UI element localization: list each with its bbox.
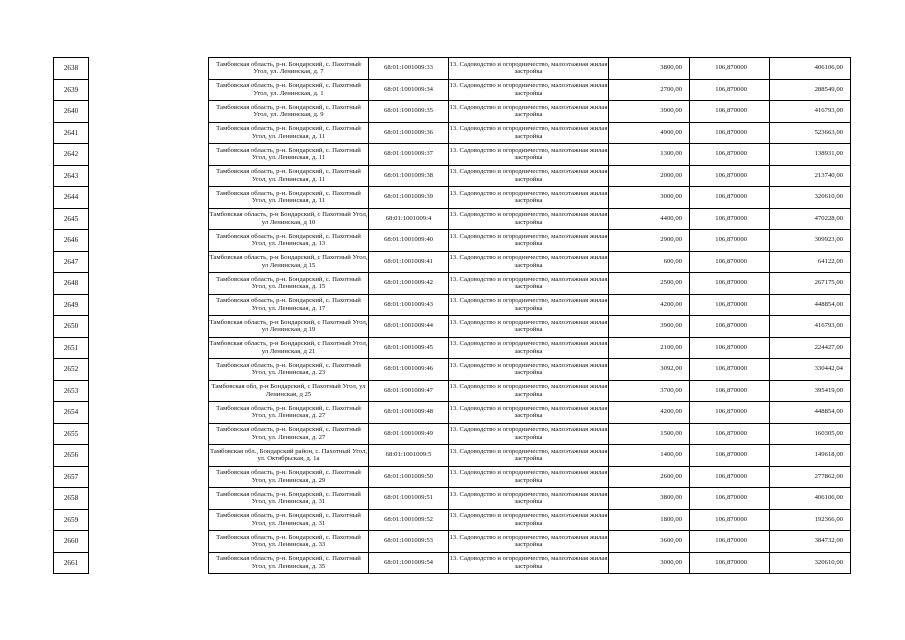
specific-value-cell: 106,870000 [690, 144, 770, 166]
cadastral-value-cell: 470228,00 [770, 208, 851, 230]
cadastral-number-cell: 68:01:1001009:45 [369, 337, 449, 359]
cadastral-value-cell: 192366,00 [770, 509, 851, 531]
area-cell: 3800,00 [609, 488, 690, 510]
address-cell: Тамбовская область, р-н. Бондарский, с. Пахотный Угол, ул. Ленинская, д. 33 [209, 531, 369, 553]
specific-value-cell: 106,870000 [690, 466, 770, 488]
cadastral-value-cell: 224427,00 [770, 337, 851, 359]
row-number: 2652 [54, 359, 89, 381]
address-cell: Тамбовская область, р-н. Бондарский, с. Пахотный Угол, ул. Ленинская, д. 15 [209, 273, 369, 295]
row-number: 2647 [54, 251, 89, 273]
land-use-cell: 13. Садоводство и огородничество, малоэтажная жилая застройка [449, 230, 609, 252]
address-cell: Тамбовская область, р-н. Бондарский, с. Пахотный Угол, ул. Ленинская, д. 7 [209, 58, 369, 80]
cadastral-value-cell: 330442,04 [770, 359, 851, 381]
address-cell: Тамбовская область, р-н Бондарский, с Пахотный Угол, ул Ленинская, д 19 [209, 316, 369, 338]
land-use-cell: 13. Садоводство и огородничество, малоэтажная жилая застройка [449, 58, 609, 80]
table-row [209, 488, 851, 510]
address-cell: Тамбовская область, р-н Бондарский, с Пахотный Угол, ул Ленинская, д 15 [209, 251, 369, 273]
specific-value-cell: 106,870000 [690, 208, 770, 230]
area-cell: 1400,00 [609, 445, 690, 467]
cadastral-value-cell: 277862,00 [770, 466, 851, 488]
specific-value-cell: 106,870000 [690, 380, 770, 402]
cadastral-number-cell: 68:01:1001009:41 [369, 251, 449, 273]
address-cell: Тамбовская область, р-н. Бондарский, с. Пахотный Угол, ул. Ленинская, д. 31 [209, 509, 369, 531]
row-number-row [54, 273, 89, 295]
row-number: 2654 [54, 402, 89, 424]
row-number: 2651 [54, 337, 89, 359]
row-number: 2656 [54, 445, 89, 467]
cadastral-number-cell: 68:01:1001009:35 [369, 101, 449, 123]
cadastral-number-cell: 68:01:1001009:5 [369, 445, 449, 467]
area-cell: 3000,00 [609, 187, 690, 209]
cadastral-value-cell: 267175,00 [770, 273, 851, 295]
specific-value-cell: 106,870000 [690, 273, 770, 295]
row-number-column [53, 57, 89, 574]
specific-value-cell: 106,870000 [690, 79, 770, 101]
row-number: 2642 [54, 144, 89, 166]
land-use-cell: 13. Садоводство и огородничество, малоэтажная жилая застройка [449, 488, 609, 510]
area-cell: 2100,00 [609, 337, 690, 359]
table-row [209, 165, 851, 187]
row-number-row [54, 337, 89, 359]
area-cell: 600,00 [609, 251, 690, 273]
specific-value-cell: 106,870000 [690, 509, 770, 531]
address-cell: Тамбовская область, р-н. Бондарский, с. Пахотный Угол, ул. Ленинская, д. 13 [209, 230, 369, 252]
land-plots-table [208, 57, 851, 574]
row-number-row [54, 380, 89, 402]
address-cell: Тамбовская область, р-н. Бондарский, с. Пахотный Угол, ул. Ленинская, д. 27 [209, 402, 369, 424]
land-use-cell: 13. Садоводство и огородничество, малоэтажная жилая застройка [449, 380, 609, 402]
cadastral-number-cell: 68:01:1001009:37 [369, 144, 449, 166]
row-number-row [54, 509, 89, 531]
row-number: 2659 [54, 509, 89, 531]
address-cell: Тамбовская область, р-н Бондарский, с Пахотный Угол, ул Ленинская, д 10 [209, 208, 369, 230]
row-number-row [54, 531, 89, 553]
cadastral-value-cell: 384732,00 [770, 531, 851, 553]
land-plots-body [209, 58, 851, 574]
cadastral-value-cell: 406106,00 [770, 58, 851, 80]
land-use-cell: 13. Садоводство и огородничество, малоэтажная жилая застройка [449, 101, 609, 123]
cadastral-value-cell: 213740,00 [770, 165, 851, 187]
table-row [209, 101, 851, 123]
cadastral-value-cell: 523663,00 [770, 122, 851, 144]
table-row [209, 466, 851, 488]
row-number: 2638 [54, 58, 89, 80]
table-row [209, 509, 851, 531]
land-use-cell: 13. Садоводство и огородничество, малоэтажная жилая застройка [449, 122, 609, 144]
address-cell: Тамбовская область, р-н Бондарский, с Пахотный Угол, ул Ленинская, д 21 [209, 337, 369, 359]
specific-value-cell: 106,870000 [690, 251, 770, 273]
address-cell: Тамбовская область, р-н. Бондарский, с. Пахотный Угол, ул. Ленинская, д. 11 [209, 187, 369, 209]
specific-value-cell: 106,870000 [690, 337, 770, 359]
area-cell: 4200,00 [609, 294, 690, 316]
row-number: 2660 [54, 531, 89, 553]
cadastral-number-cell: 68:01:1001009:36 [369, 122, 449, 144]
table-row [209, 58, 851, 80]
address-cell: Тамбовская область, р-н. Бондарский, с. Пахотный Угол, ул. Ленинская, д. 11 [209, 165, 369, 187]
area-cell: 2900,00 [609, 230, 690, 252]
cadastral-value-cell: 320610,00 [770, 187, 851, 209]
address-cell: Тамбовская область, р-н. Бондарский, с. Пахотный Угол, ул. Ленинская, д. 35 [209, 552, 369, 574]
land-use-cell: 13. Садоводство и огородничество, малоэтажная жилая застройка [449, 552, 609, 574]
row-number: 2643 [54, 165, 89, 187]
cadastral-number-cell: 68:01:1001009:44 [369, 316, 449, 338]
cadastral-number-cell: 68:01:1001009:48 [369, 402, 449, 424]
area-cell: 3700,00 [609, 380, 690, 402]
cadastral-value-cell: 288549,00 [770, 79, 851, 101]
specific-value-cell: 106,870000 [690, 58, 770, 80]
row-number-row [54, 122, 89, 144]
area-cell: 4400,00 [609, 208, 690, 230]
land-use-cell: 13. Садоводство и огородничество, малоэтажная жилая застройка [449, 359, 609, 381]
table-row [209, 359, 851, 381]
address-cell: Тамбовская область, р-н. Бондарский, с. Пахотный Угол, ул. Ленинская, д. 9 [209, 101, 369, 123]
area-cell: 2500,00 [609, 273, 690, 295]
row-number-row [54, 359, 89, 381]
cadastral-number-cell: 68:01:1001009:51 [369, 488, 449, 510]
table-row [209, 316, 851, 338]
row-number-row [54, 101, 89, 123]
specific-value-cell: 106,870000 [690, 488, 770, 510]
table-row [209, 380, 851, 402]
row-number-row [54, 230, 89, 252]
area-cell: 4900,00 [609, 122, 690, 144]
land-use-cell: 13. Садоводство и огородничество, малоэтажная жилая застройка [449, 423, 609, 445]
row-number: 2658 [54, 488, 89, 510]
table-row [209, 423, 851, 445]
cadastral-number-cell: 68:01:1001009:38 [369, 165, 449, 187]
cadastral-number-cell: 68:01:1001009:52 [369, 509, 449, 531]
table-row [209, 251, 851, 273]
land-use-cell: 13. Садоводство и огородничество, малоэтажная жилая застройка [449, 208, 609, 230]
cadastral-value-cell: 448854,00 [770, 402, 851, 424]
row-number: 2640 [54, 101, 89, 123]
area-cell: 3600,00 [609, 531, 690, 553]
area-cell: 3000,00 [609, 552, 690, 574]
address-cell: Тамбовская область, р-н. Бондарский, с. Пахотный Угол, ул. Ленинская, д. 31 [209, 488, 369, 510]
area-cell: 4200,00 [609, 402, 690, 424]
row-number: 2645 [54, 208, 89, 230]
table-row [209, 122, 851, 144]
specific-value-cell: 106,870000 [690, 423, 770, 445]
specific-value-cell: 106,870000 [690, 445, 770, 467]
table-row [209, 294, 851, 316]
address-cell: Тамбовская область, р-н. Бондарский, с. Пахотный Угол, ул. Ленинская, д. 1 [209, 79, 369, 101]
area-cell: 1300,00 [609, 144, 690, 166]
address-cell: Тамбовская область, р-н. Бондарский, с. Пахотный Угол, ул. Ленинская, д. 17 [209, 294, 369, 316]
cadastral-number-cell: 68:01:1001009:42 [369, 273, 449, 295]
specific-value-cell: 106,870000 [690, 402, 770, 424]
specific-value-cell: 106,870000 [690, 316, 770, 338]
cadastral-number-cell: 68:01:1001009:53 [369, 531, 449, 553]
cadastral-number-cell: 68:01:1001009:39 [369, 187, 449, 209]
land-use-cell: 13. Садоводство и огородничество, малоэтажная жилая застройка [449, 165, 609, 187]
row-number-row [54, 208, 89, 230]
cadastral-value-cell: 149618,00 [770, 445, 851, 467]
table-row [209, 144, 851, 166]
cadastral-value-cell: 448854,00 [770, 294, 851, 316]
cadastral-value-cell: 416793,00 [770, 101, 851, 123]
land-use-cell: 13. Садоводство и огородничество, малоэтажная жилая застройка [449, 79, 609, 101]
cadastral-value-cell: 406106,00 [770, 488, 851, 510]
row-number-row [54, 79, 89, 101]
cadastral-number-cell: 68:01:1001009:34 [369, 79, 449, 101]
row-number: 2641 [54, 122, 89, 144]
address-cell: Тамбовская область, р-н. Бондарский, с. Пахотный Угол, ул. Ленинская, д. 27 [209, 423, 369, 445]
cadastral-value-cell: 138931,00 [770, 144, 851, 166]
table-row [209, 187, 851, 209]
land-use-cell: 13. Садоводство и огородничество, малоэтажная жилая застройка [449, 445, 609, 467]
address-cell: Тамбовская область, р-н. Бондарский, с. Пахотный Угол, ул. Ленинская, д. 29 [209, 466, 369, 488]
land-use-cell: 13. Садоводство и огородничество, малоэтажная жилая застройка [449, 144, 609, 166]
area-cell: 3800,00 [609, 58, 690, 80]
cadastral-number-cell: 68:01:1001009:54 [369, 552, 449, 574]
area-cell: 1800,00 [609, 509, 690, 531]
specific-value-cell: 106,870000 [690, 294, 770, 316]
area-cell: 3900,00 [609, 316, 690, 338]
table-row [209, 337, 851, 359]
cadastral-number-cell: 68:01:1001009:33 [369, 58, 449, 80]
row-number-row [54, 294, 89, 316]
cadastral-value-cell: 416793,00 [770, 316, 851, 338]
row-number-row [54, 466, 89, 488]
land-use-cell: 13. Садоводство и огородничество, малоэтажная жилая застройка [449, 402, 609, 424]
row-number-row [54, 445, 89, 467]
address-cell: Тамбовская обл, р-н Бондарский, с Пахотный Угол, ул Ленинская, д 25 [209, 380, 369, 402]
cadastral-number-cell: 68:01:1001009:50 [369, 466, 449, 488]
specific-value-cell: 106,870000 [690, 230, 770, 252]
row-number-row [54, 316, 89, 338]
land-use-cell: 13. Садоводство и огородничество, малоэтажная жилая застройка [449, 187, 609, 209]
land-use-cell: 13. Садоводство и огородничество, малоэтажная жилая застройка [449, 337, 609, 359]
table-row [209, 208, 851, 230]
address-cell: Тамбовская область, р-н. Бондарский, с. Пахотный Угол, ул. Ленинская, д. 23 [209, 359, 369, 381]
area-cell: 2000,00 [609, 165, 690, 187]
table-row [209, 402, 851, 424]
address-cell: Тамбовская область, р-н. Бондарский, с. Пахотный Угол, ул. Ленинская, д. 11 [209, 144, 369, 166]
land-use-cell: 13. Садоводство и огородничество, малоэтажная жилая застройка [449, 316, 609, 338]
row-number-row [54, 144, 89, 166]
cadastral-number-cell: 68:01:1001009:4 [369, 208, 449, 230]
specific-value-cell: 106,870000 [690, 359, 770, 381]
table-row [209, 445, 851, 467]
row-number: 2661 [54, 552, 89, 574]
area-cell: 1500,00 [609, 423, 690, 445]
table-row [209, 552, 851, 574]
cadastral-value-cell: 160305,00 [770, 423, 851, 445]
specific-value-cell: 106,870000 [690, 187, 770, 209]
cadastral-number-cell: 68:01:1001009:40 [369, 230, 449, 252]
area-cell: 3092,00 [609, 359, 690, 381]
row-number: 2646 [54, 230, 89, 252]
land-use-cell: 13. Садоводство и огородничество, малоэтажная жилая застройка [449, 294, 609, 316]
row-number-row [54, 402, 89, 424]
land-use-cell: 13. Садоводство и огородничество, малоэтажная жилая застройка [449, 531, 609, 553]
cadastral-number-cell: 68:01:1001009:49 [369, 423, 449, 445]
specific-value-cell: 106,870000 [690, 101, 770, 123]
cadastral-value-cell: 64122,00 [770, 251, 851, 273]
cadastral-value-cell: 309923,00 [770, 230, 851, 252]
row-number: 2639 [54, 79, 89, 101]
table-row [209, 273, 851, 295]
address-cell: Тамбовская обл., Бондарский район, с. Пахотный Угол, ул. Октябрьская, д. 1а [209, 445, 369, 467]
row-number-row [54, 251, 89, 273]
row-number-row [54, 552, 89, 574]
area-cell: 2700,00 [609, 79, 690, 101]
row-number-row [54, 187, 89, 209]
land-use-cell: 13. Садоводство и огородничество, малоэтажная жилая застройка [449, 509, 609, 531]
specific-value-cell: 106,870000 [690, 552, 770, 574]
specific-value-cell: 106,870000 [690, 531, 770, 553]
row-number: 2653 [54, 380, 89, 402]
specific-value-cell: 106,870000 [690, 165, 770, 187]
row-number: 2644 [54, 187, 89, 209]
cadastral-number-cell: 68:01:1001009:43 [369, 294, 449, 316]
cadastral-value-cell: 320610,00 [770, 552, 851, 574]
cadastral-number-cell: 68:01:1001009:47 [369, 380, 449, 402]
row-number-row [54, 423, 89, 445]
specific-value-cell: 106,870000 [690, 122, 770, 144]
row-number: 2650 [54, 316, 89, 338]
row-number-body [54, 58, 89, 574]
row-number-row [54, 58, 89, 80]
row-number: 2657 [54, 466, 89, 488]
row-number: 2648 [54, 273, 89, 295]
cadastral-number-cell: 68:01:1001009:46 [369, 359, 449, 381]
land-use-cell: 13. Садоводство и огородничество, малоэтажная жилая застройка [449, 466, 609, 488]
area-cell: 3900,00 [609, 101, 690, 123]
table-row [209, 230, 851, 252]
row-number: 2655 [54, 423, 89, 445]
address-cell: Тамбовская область, р-н. Бондарский, с. Пахотный Угол, ул. Ленинская, д. 11 [209, 122, 369, 144]
row-number-row [54, 488, 89, 510]
land-use-cell: 13. Садоводство и огородничество, малоэтажная жилая застройка [449, 273, 609, 295]
table-row [209, 531, 851, 553]
row-number-row [54, 165, 89, 187]
cadastral-value-cell: 395419,00 [770, 380, 851, 402]
table-row [209, 79, 851, 101]
area-cell: 2600,00 [609, 466, 690, 488]
row-number: 2649 [54, 294, 89, 316]
land-use-cell: 13. Садоводство и огородничество, малоэтажная жилая застройка [449, 251, 609, 273]
